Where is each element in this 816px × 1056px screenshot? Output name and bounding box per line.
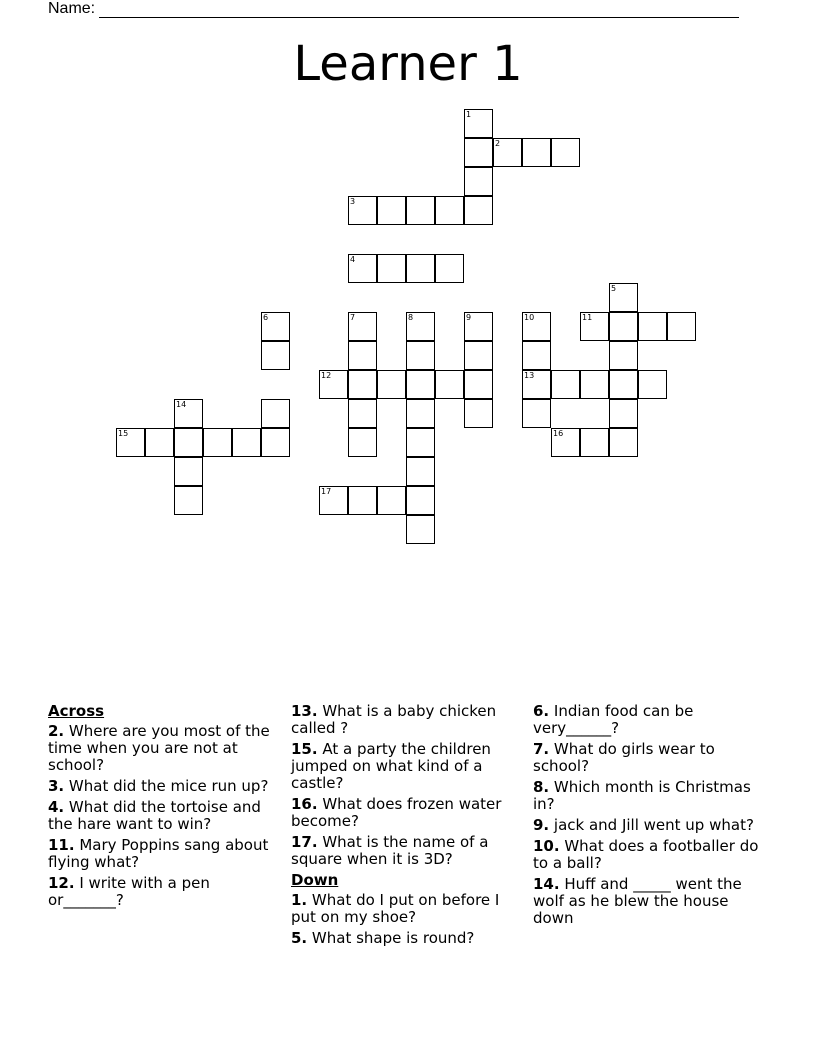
clue-item [291, 892, 523, 926]
grid-cell[interactable] [348, 312, 377, 341]
clues-column-2 [291, 703, 523, 951]
clue-item [291, 834, 523, 868]
grid-cell[interactable] [348, 399, 377, 428]
grid-cell[interactable] [377, 486, 406, 515]
grid-cell[interactable] [551, 428, 580, 457]
clue-item-text: What is the name of a square when it is 3D? [291, 833, 489, 868]
grid-cell[interactable] [261, 312, 290, 341]
grid-cell[interactable] [406, 457, 435, 486]
clue-item [533, 817, 765, 834]
page-title: Learner 1 [293, 36, 523, 92]
grid-cell[interactable] [609, 370, 638, 399]
grid-cell[interactable] [406, 254, 435, 283]
grid-cell[interactable] [609, 428, 638, 457]
grid-cell[interactable] [464, 312, 493, 341]
grid-cell[interactable] [522, 370, 551, 399]
clue-item [48, 778, 278, 795]
grid-cell[interactable] [551, 138, 580, 167]
clue-item [48, 723, 278, 774]
name-label: Name: [48, 0, 96, 17]
grid-cell[interactable] [348, 341, 377, 370]
clue-number: 12 [321, 371, 332, 380]
clue-item [533, 779, 765, 813]
clue-item-text: Where are you most of the time when you are not at school? [48, 722, 270, 774]
clue-number: 3 [350, 197, 356, 206]
clue-item [291, 796, 523, 830]
down-header: Down [291, 871, 339, 889]
grid-cell[interactable] [464, 167, 493, 196]
clue-number: 13 [524, 371, 535, 380]
clue-item-text: What did the mice run up? [64, 777, 269, 795]
grid-cell[interactable] [406, 312, 435, 341]
clues-column-1 [48, 703, 278, 913]
clue-item [291, 741, 523, 792]
grid-cell[interactable] [261, 341, 290, 370]
clue-item [291, 930, 523, 947]
grid-cell[interactable] [522, 138, 551, 167]
clue-item-text: Indian food can be very______? [533, 702, 694, 737]
clue-item-number: 11. [48, 836, 75, 854]
clue-item-number: 2. [48, 722, 65, 740]
clue-item-number: 6. [533, 702, 550, 720]
clue-item-number: 3. [48, 777, 65, 795]
grid-cell[interactable] [319, 486, 348, 515]
grid-cell[interactable] [377, 254, 406, 283]
grid-cell[interactable] [406, 515, 435, 544]
clue-item-number: 10. [533, 837, 560, 855]
grid-cell[interactable] [435, 254, 464, 283]
grid-cell[interactable] [551, 370, 580, 399]
grid-cell[interactable] [406, 370, 435, 399]
grid-cell[interactable] [261, 399, 290, 428]
clue-item-text: Huff and _____ went the wolf as he blew the house down [533, 875, 742, 927]
grid-cell[interactable] [493, 138, 522, 167]
clue-number: 10 [524, 313, 535, 322]
clue-item-text: Mary Poppins sang about flying what? [48, 836, 269, 871]
grid-cell[interactable] [638, 370, 667, 399]
grid-cell[interactable] [435, 370, 464, 399]
clue-item-text: Which month is Christmas in? [533, 778, 751, 813]
clue-number: 11 [582, 313, 593, 322]
grid-cell[interactable] [406, 341, 435, 370]
grid-cell[interactable] [522, 341, 551, 370]
clue-number: 15 [118, 429, 129, 438]
grid-cell[interactable] [435, 196, 464, 225]
clue-item-number: 8. [533, 778, 550, 796]
clue-item [533, 741, 765, 775]
grid-cell[interactable] [261, 428, 290, 457]
clue-item-text: jack and Jill went up what? [549, 816, 754, 834]
clue-item [48, 837, 278, 871]
grid-cell[interactable] [174, 428, 203, 457]
grid-cell[interactable] [348, 486, 377, 515]
grid-cell[interactable] [406, 196, 435, 225]
clue-number: 16 [553, 429, 564, 438]
clue-item [48, 875, 278, 909]
grid-cell[interactable] [638, 312, 667, 341]
grid-cell[interactable] [174, 399, 203, 428]
clue-number: 1 [466, 110, 472, 119]
clue-item-number: 9. [533, 816, 550, 834]
grid-cell[interactable] [232, 428, 261, 457]
grid-cell[interactable] [667, 312, 696, 341]
grid-cell[interactable] [580, 370, 609, 399]
grid-cell[interactable] [116, 428, 145, 457]
grid-cell[interactable] [609, 283, 638, 312]
clue-item-text: At a party the children jumped on what kind of a castle? [291, 740, 491, 792]
grid-cell[interactable] [464, 399, 493, 428]
clue-item-number: 1. [291, 891, 308, 909]
clue-item-text: I write with a pen or_______? [48, 874, 210, 909]
grid-cell[interactable] [203, 428, 232, 457]
grid-cell[interactable] [174, 457, 203, 486]
clue-item-number: 16. [291, 795, 318, 813]
grid-cell[interactable] [609, 341, 638, 370]
grid-cell[interactable] [406, 399, 435, 428]
grid-cell[interactable] [522, 399, 551, 428]
across-header: Across [48, 702, 105, 720]
grid-cell[interactable] [348, 196, 377, 225]
clue-item-text: What does a footballer do to a ball? [533, 837, 759, 872]
grid-cell[interactable] [464, 341, 493, 370]
clue-item-text: What do girls wear to school? [533, 740, 715, 775]
grid-cell[interactable] [377, 370, 406, 399]
grid-cell[interactable] [464, 109, 493, 138]
clue-item-text: What shape is round? [307, 929, 475, 947]
grid-cell[interactable] [609, 312, 638, 341]
clue-item [533, 703, 765, 737]
grid-cell[interactable] [464, 196, 493, 225]
clue-item [533, 876, 765, 927]
grid-cell[interactable] [580, 312, 609, 341]
grid-cell[interactable] [348, 428, 377, 457]
grid-cell[interactable] [580, 428, 609, 457]
clue-item-number: 7. [533, 740, 550, 758]
grid-cell[interactable] [406, 428, 435, 457]
clue-item-text: What do I put on before I put on my shoe? [291, 891, 500, 926]
clue-item [48, 799, 278, 833]
clue-item-number: 5. [291, 929, 308, 947]
grid-cell[interactable] [377, 196, 406, 225]
grid-cell[interactable] [406, 486, 435, 515]
clue-number: 9 [466, 313, 472, 322]
clue-number: 17 [321, 487, 332, 496]
clues-column-3 [533, 703, 765, 931]
clue-item-number: 4. [48, 798, 65, 816]
grid-cell[interactable] [348, 370, 377, 399]
grid-cell[interactable] [319, 370, 348, 399]
clue-item-text: What is a baby chicken called ? [291, 702, 497, 737]
clue-number: 7 [350, 313, 356, 322]
grid-cell[interactable] [348, 254, 377, 283]
clue-item-text: What does frozen water become? [291, 795, 502, 830]
clue-number: 5 [611, 284, 617, 293]
clue-number: 6 [263, 313, 269, 322]
grid-cell[interactable] [464, 138, 493, 167]
clue-item-number: 14. [533, 875, 560, 893]
grid-cell[interactable] [522, 312, 551, 341]
clue-item-number: 12. [48, 874, 75, 892]
clue-number: 2 [495, 139, 501, 148]
clue-item-number: 17. [291, 833, 318, 851]
grid-cell[interactable] [609, 399, 638, 428]
clue-item-number: 15. [291, 740, 318, 758]
grid-cell[interactable] [145, 428, 174, 457]
clue-item [533, 838, 765, 872]
clue-number: 4 [350, 255, 356, 264]
grid-cell[interactable] [174, 486, 203, 515]
clue-number: 8 [408, 313, 414, 322]
grid-cell[interactable] [464, 370, 493, 399]
clue-item-number: 13. [291, 702, 318, 720]
clue-item-text: What did the tortoise and the hare want to win? [48, 798, 261, 833]
clue-item [291, 703, 523, 737]
clue-number: 14 [176, 400, 187, 409]
